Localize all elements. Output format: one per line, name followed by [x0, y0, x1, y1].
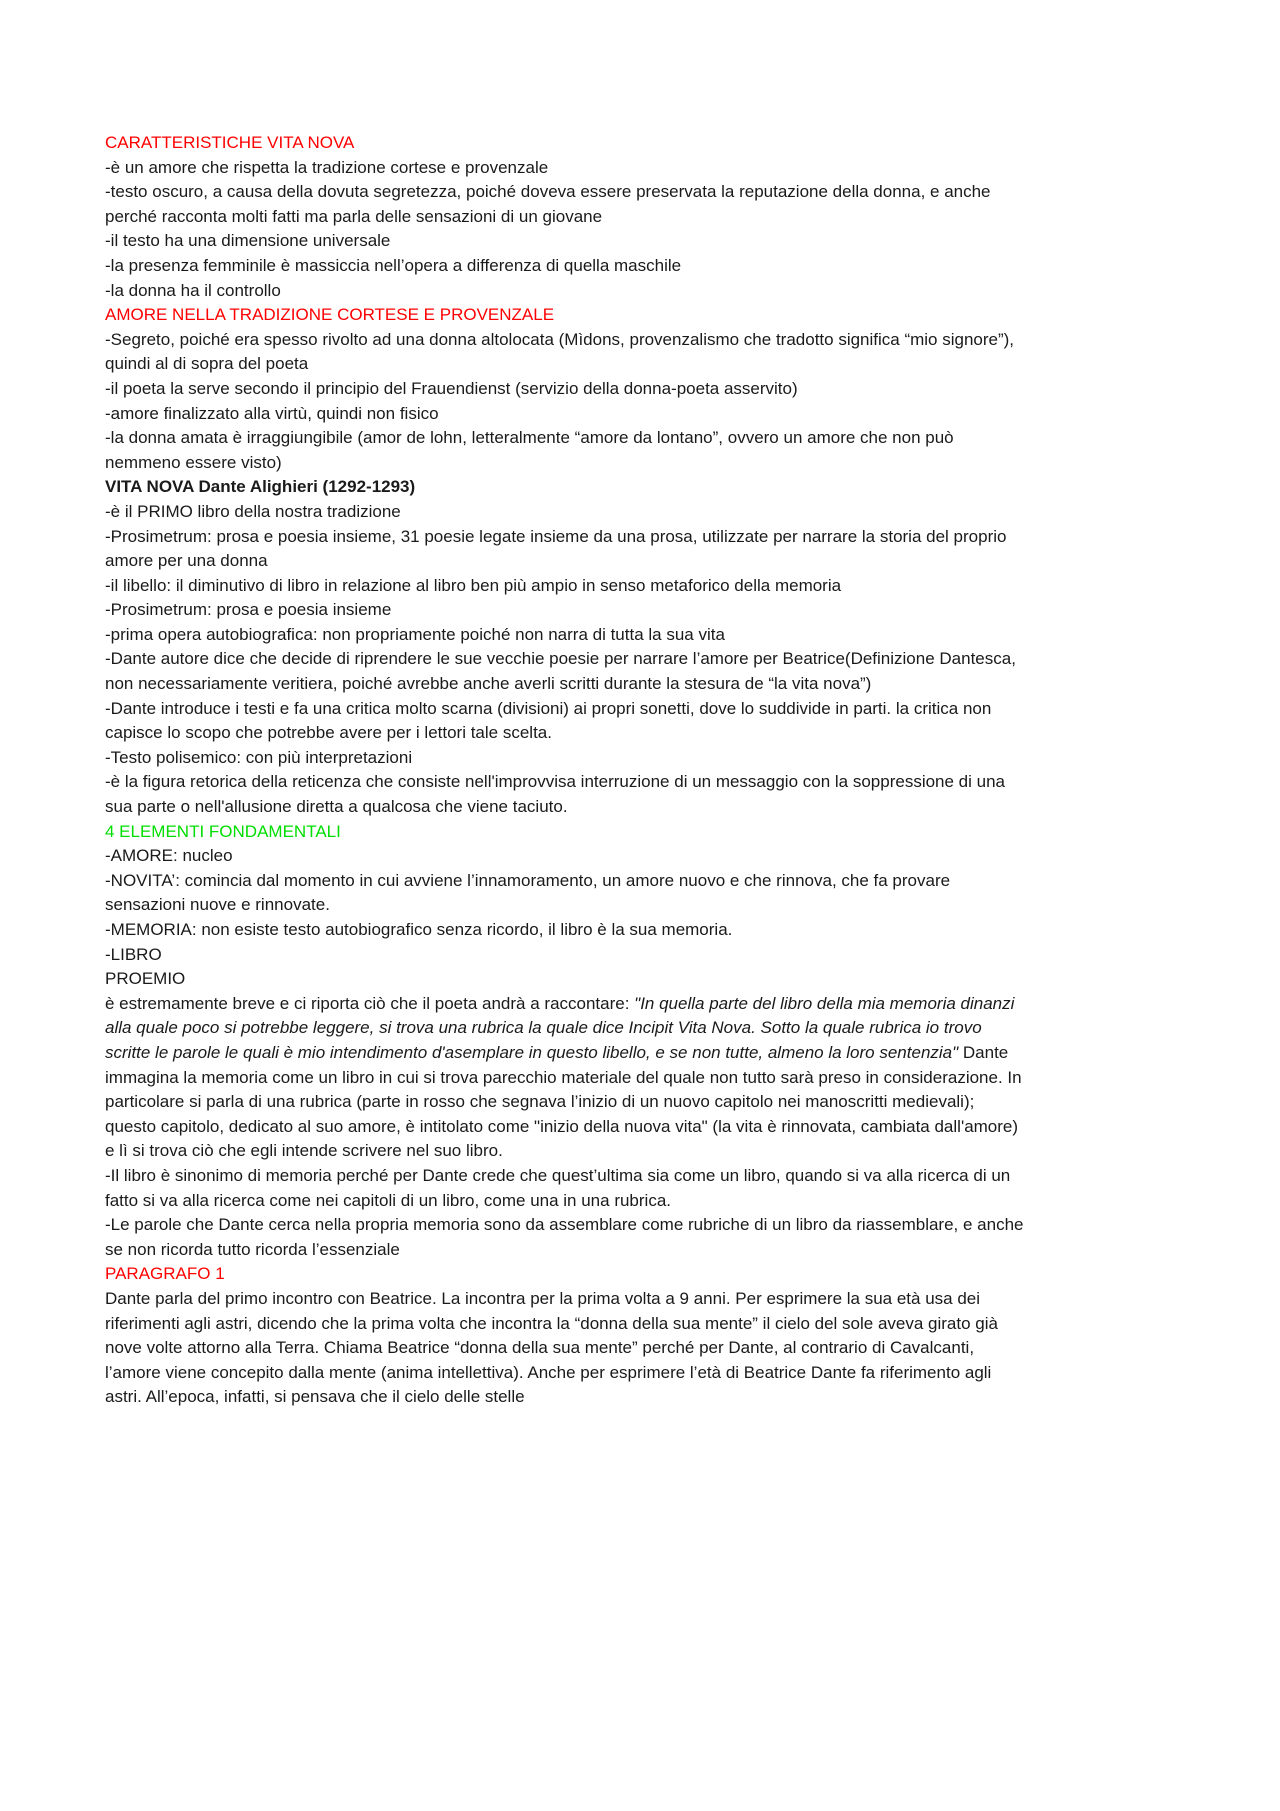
list-item: -Prosimetrum: prosa e poesia insieme [105, 600, 392, 620]
list-item: -è la figura retorica della reticenza che consiste nell'improvvisa interruzione di un messaggio con la soppressione di una sua parte o nell'allusione diretta a qualcosa che viene taciuto. [105, 772, 1006, 817]
list-item: -AMORE: nucleo [105, 846, 233, 866]
list-item: -Il libro è sinonimo di memoria perché per Dante crede che quest’ultima sia come un libro, quando si va alla ricerca di un fatto si va alla ricerca come nei capitoli di un libro, come una in una rubrica. [105, 1165, 1011, 1210]
list-item: -il testo ha una dimensione universale [105, 231, 391, 251]
list-item: -amore finalizzato alla virtù, quindi non fisico [105, 403, 439, 423]
list-item: -Segreto, poiché era spesso rivolto ad una donna altolocata (Mìdons, provenzalismo che tradotto significa “mio signore”), quindi al di sopra del poeta [105, 329, 1015, 374]
list-item: -Prosimetrum: prosa e poesia insieme, 31 poesie legate insieme da una prosa, utilizzate per narrare la storia del proprio amore per una donna [105, 526, 1007, 571]
heading-elementi-fondamentali: 4 ELEMENTI FONDAMENTALI [105, 821, 341, 841]
list-item: -prima opera autobiografica: non propriamente poiché non narra di tutta la sua vita [105, 624, 725, 644]
list-item: -testo oscuro, a causa della dovuta segretezza, poiché doveva essere preservata la reputazione della donna, e anche perché racconta molti fatti ma parla delle sensazioni di un giovane [105, 182, 991, 226]
list-item: -Le parole che Dante cerca nella propria memoria sono da assemblare come rubriche di un libro da riassemblare, e anche se non ricorda tutto ricorda l’essenziale [105, 1215, 1024, 1259]
list-item: -la presenza femminile è massiccia nell’opera a differenza di quella maschile [105, 255, 682, 275]
list-item: -è il PRIMO libro della nostra tradizione [105, 501, 401, 521]
heading-caratteristiche: CARATTERISTICHE VITA NOVA [105, 133, 355, 152]
list-item: -NOVITA’: comincia dal momento in cui avviene l’innamoramento, un amore nuovo e che rinnova, che fa provare sensazioni nuove e rinnovate. [105, 870, 951, 915]
proemio-rest: Dante immagina la memoria come un libro in cui si trova parecchio materiale del quale non tutto sarà preso in considerazione. In particolare si parla di una rubrica (parte in rosso che segnava l’inizio di un nuovo capitolo nei manoscritti medievali); questo capitolo, dedicato al suo amore, è intitolato come "inizio della nuova vita" (la vita è rinnovata, cambiata dall'amore) e lì si trova ciò che egli intende scrivere nel suo libro. [105, 1042, 1022, 1161]
proemio-intro: è estremamente breve e ci riporta ciò che il poeta andrà a raccontare: [105, 993, 635, 1013]
heading-paragrafo-1: PARAGRAFO 1 [105, 1264, 225, 1284]
list-item: -la donna amata è irraggiungibile (amor de lohn, letteralmente “amore da lontano”, ovvero un amore che non può nemmeno essere visto) [105, 428, 954, 472]
document-page [105, 131, 1025, 1410]
list-item: -MEMORIA: non esiste testo autobiografico senza ricordo, il libro è la sua memoria. [105, 920, 733, 939]
heading-vita-nova: VITA NOVA Dante Alighieri (1292-1293) [105, 477, 416, 497]
list-item: -Testo polisemico: con più interpretazioni [105, 747, 413, 767]
list-item: -il poeta la serve secondo il principio del Frauendienst (servizio della donna-poeta asservito) [105, 378, 798, 398]
heading-amore-tradizione: AMORE NELLA TRADIZIONE CORTESE E PROVENZALE [105, 305, 555, 325]
paragrafo-1-text: Dante parla del primo incontro con Beatrice. La incontra per la prima volta a 9 anni. Per esprimere la sua età usa dei riferimenti agli astri, dicendo che la prima volta che incontra la “donna della sua mente” il cielo del sole aveva girato già nove volte attorno alla Terra. Chiama Beatrice “donna della sua mente” perché per Dante, al contrario di Cavalcanti, l’amore viene concepito dalla mente (anima intellettiva). Anche per esprimere l’età di Beatrice Dante fa riferimento agli astri. All’epoca, infatti, si pensava che il cielo delle stelle [105, 1288, 998, 1407]
heading-proemio: PROEMIO [105, 969, 186, 989]
list-item: -la donna ha il controllo [105, 280, 281, 300]
list-item: -è un amore che rispetta la tradizione cortese e provenzale [105, 157, 549, 177]
list-item: -LIBRO [105, 944, 162, 964]
list-item: -il libello: il diminutivo di libro in relazione al libro ben più ampio in senso metaforico della memoria [105, 575, 842, 595]
list-item: -Dante autore dice che decide di riprendere le sue vecchie poesie per narrare l’amore per Beatrice(Definizione Dantesca, non necessariamente veritiera, poiché avrebbe anche averli scritti durante la stesura de “la vita nova”) [105, 649, 1016, 694]
proemio-paragraph [105, 992, 1025, 1164]
list-item: -Dante introduce i testi e fa una critica molto scarna (divisioni) ai propri sonetti, dove lo suddivide in parti. la critica non capisce lo scopo che potrebbe avere per i lettori tale scelta. [105, 698, 992, 743]
proemio-quote: "In quella parte del libro della mia memoria dinanzi alla quale poco si potrebbe leggere, si trova una rubrica la quale dice Incipit Vita Nova. Sotto la quale rubrica io trovo scritte le parole le quali è mio intendimento d'asemplare in questo libello, e se non tutte, almeno la loro sentenzia" [105, 993, 1015, 1062]
